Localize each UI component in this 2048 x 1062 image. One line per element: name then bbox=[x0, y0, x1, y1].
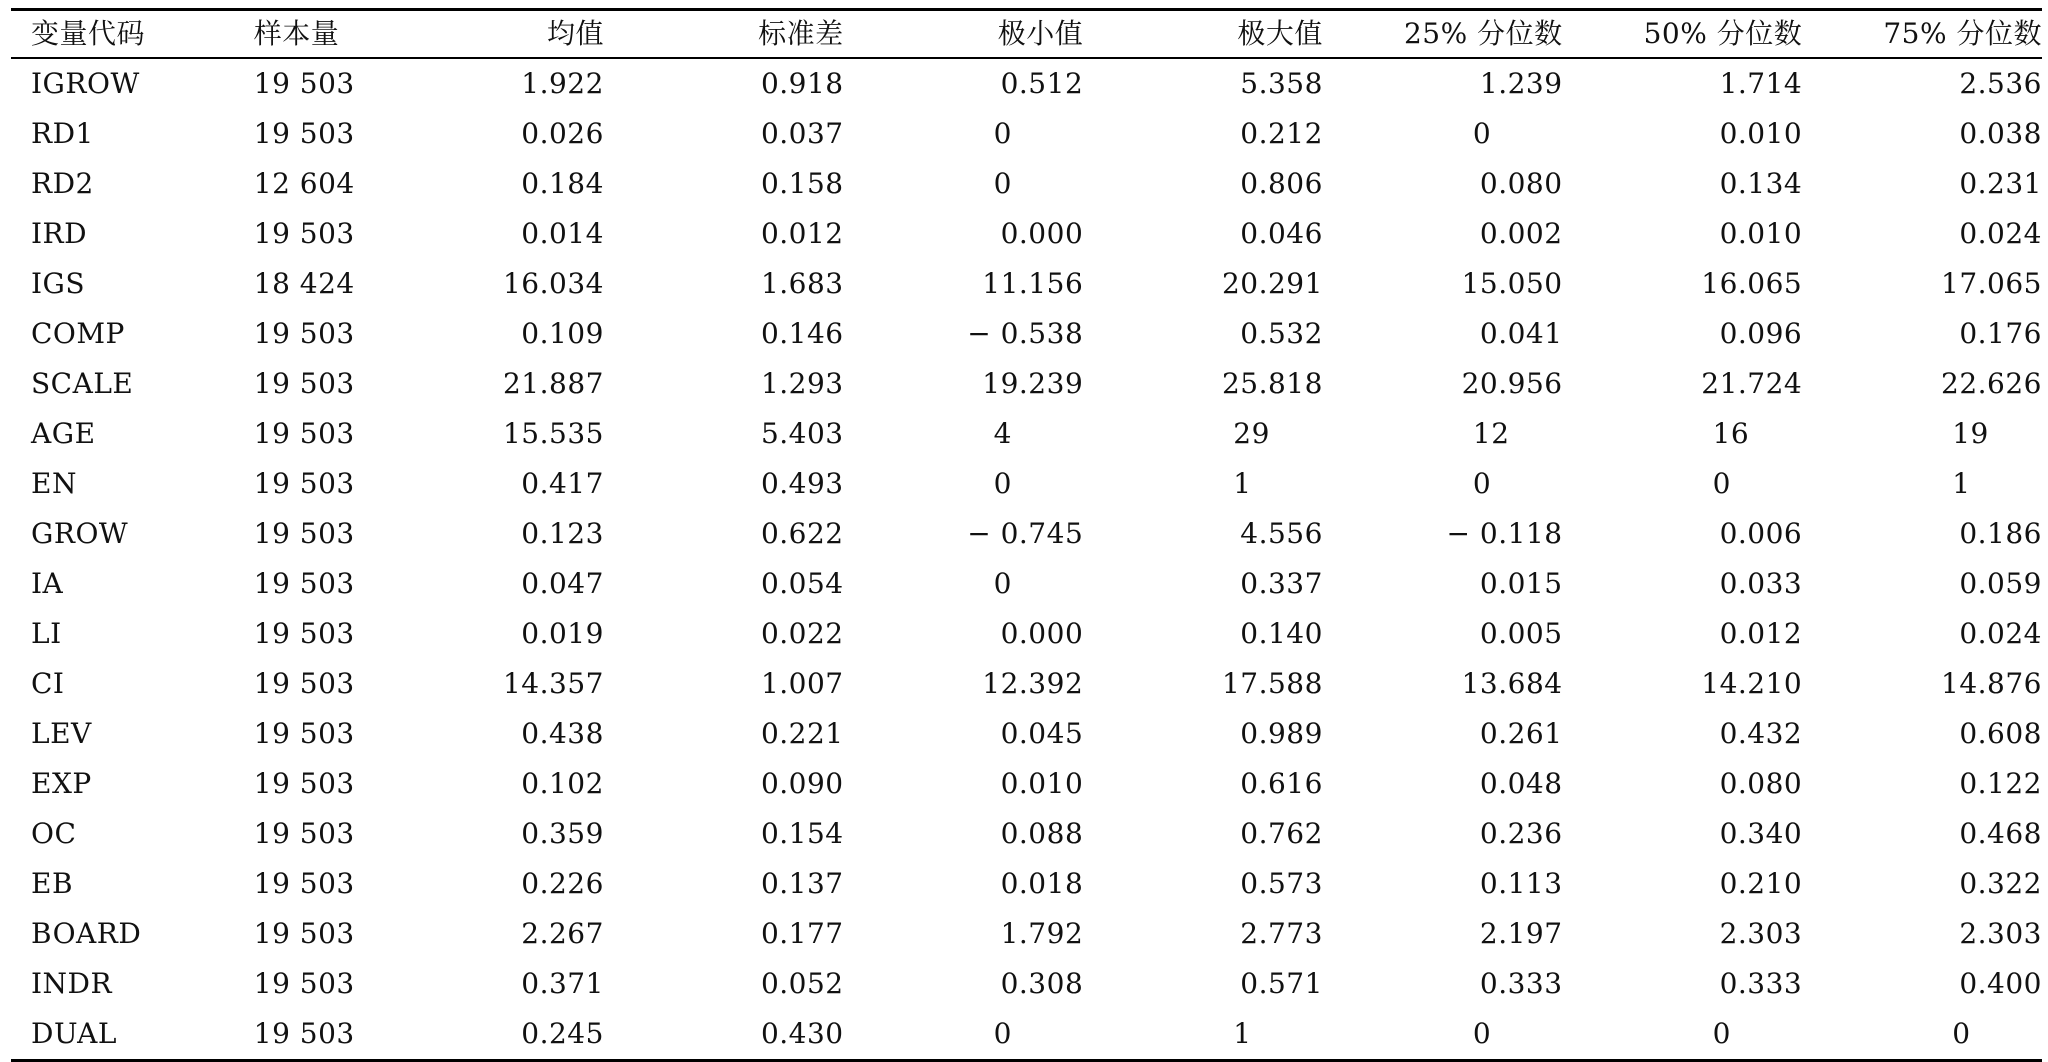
header-mean: 均值 bbox=[546, 17, 604, 50]
variable-code-cell: LEV bbox=[31, 717, 92, 750]
table-row bbox=[11, 709, 2042, 759]
value-cell: 0.010 bbox=[1719, 217, 1803, 250]
value-cell: 14.876 bbox=[1941, 667, 2042, 700]
value-cell: 1.922 bbox=[521, 67, 604, 100]
value-cell: 0.337 bbox=[1240, 567, 1323, 600]
variable-code-cell: IGS bbox=[31, 267, 86, 300]
value-cell: 0.322 bbox=[1959, 867, 2042, 900]
value-cell: 0.012 bbox=[1719, 617, 1803, 650]
header-variable-code: 变量代码 bbox=[31, 17, 146, 50]
value-cell: 16.065 bbox=[1701, 267, 1803, 300]
value-cell: 0.037 bbox=[760, 117, 844, 150]
value-cell: 21.724 bbox=[1701, 367, 1803, 400]
table-row bbox=[11, 659, 2042, 709]
value-cell: 1 bbox=[1233, 467, 1252, 500]
table-header bbox=[11, 10, 2042, 59]
value-cell: 0.006 bbox=[1719, 517, 1803, 550]
variable-code-cell: EN bbox=[31, 467, 77, 500]
sample-size-cell: 19 503 bbox=[253, 217, 355, 250]
value-cell: 0.236 bbox=[1479, 817, 1563, 850]
value-cell: 0.468 bbox=[1959, 817, 2042, 850]
value-cell: 0.177 bbox=[760, 917, 844, 950]
value-cell: 0.359 bbox=[521, 817, 604, 850]
table-row bbox=[11, 359, 2042, 409]
sample-size-cell: 19 503 bbox=[253, 567, 355, 600]
value-cell: 19 bbox=[1952, 417, 1989, 450]
value-cell: 14.357 bbox=[502, 667, 604, 700]
value-cell: 0.210 bbox=[1719, 867, 1803, 900]
value-cell: 0.245 bbox=[521, 1017, 604, 1050]
value-cell: 0.146 bbox=[760, 317, 844, 350]
value-cell: 0.308 bbox=[1000, 967, 1084, 1000]
variable-code-cell: IRD bbox=[31, 217, 88, 250]
value-cell: 0 bbox=[1712, 467, 1731, 500]
value-cell: 0.109 bbox=[521, 317, 604, 350]
value-cell: 1.683 bbox=[760, 267, 844, 300]
value-cell: 0.989 bbox=[1240, 717, 1323, 750]
table-row bbox=[11, 259, 2042, 309]
value-cell: 5.358 bbox=[1240, 67, 1323, 100]
sample-size-cell: 19 503 bbox=[253, 767, 355, 800]
value-cell: 0.512 bbox=[1000, 67, 1084, 100]
value-cell: 15.050 bbox=[1461, 267, 1563, 300]
table-row bbox=[11, 759, 2042, 809]
value-cell: 0.432 bbox=[1719, 717, 1803, 750]
value-cell: 0.046 bbox=[1240, 217, 1323, 250]
variable-code-cell: SCALE bbox=[31, 367, 134, 400]
value-cell: 0.226 bbox=[521, 867, 604, 900]
table-row bbox=[11, 209, 2042, 259]
table-row bbox=[11, 58, 2042, 109]
sample-size-cell: 19 503 bbox=[253, 117, 355, 150]
sample-size-cell: 19 503 bbox=[253, 417, 355, 450]
value-cell: 0 bbox=[993, 1017, 1012, 1050]
variable-code-cell: OC bbox=[31, 817, 77, 850]
value-cell: 0.080 bbox=[1479, 167, 1563, 200]
value-cell: 1.007 bbox=[760, 667, 844, 700]
sample-size-cell: 19 503 bbox=[253, 67, 355, 100]
value-cell: 16 bbox=[1712, 417, 1750, 450]
value-cell: 0.024 bbox=[1959, 617, 2042, 650]
value-cell: 0.014 bbox=[521, 217, 604, 250]
value-cell: 0.622 bbox=[760, 517, 844, 550]
value-cell: 0 bbox=[1472, 117, 1492, 150]
sample-size-cell: 19 503 bbox=[253, 467, 355, 500]
table-row bbox=[11, 459, 2042, 509]
value-cell: 2.773 bbox=[1240, 917, 1323, 950]
value-cell: − 0.745 bbox=[967, 517, 1084, 550]
variable-code-cell: BOARD bbox=[31, 917, 142, 950]
value-cell: 0.417 bbox=[521, 467, 604, 500]
value-cell: 13.684 bbox=[1461, 667, 1563, 700]
value-cell: 0.212 bbox=[1240, 117, 1323, 150]
value-cell: 0.571 bbox=[1240, 967, 1323, 1000]
header-max: 极大值 bbox=[1237, 17, 1323, 50]
sample-size-cell: 19 503 bbox=[253, 367, 355, 400]
sample-size-cell: 19 503 bbox=[253, 517, 355, 550]
value-cell: 2.536 bbox=[1959, 67, 2042, 100]
sample-size-cell: 19 503 bbox=[253, 667, 355, 700]
variable-code-cell: IGROW bbox=[31, 67, 140, 100]
value-cell: 20.291 bbox=[1221, 267, 1323, 300]
variable-code-cell: CI bbox=[31, 667, 65, 700]
value-cell: 22.626 bbox=[1941, 367, 2042, 400]
value-cell: 0.137 bbox=[760, 867, 844, 900]
value-cell: 0.532 bbox=[1240, 317, 1323, 350]
value-cell: 0.019 bbox=[521, 617, 604, 650]
value-cell: 1 bbox=[1952, 467, 1971, 500]
value-cell: 0.918 bbox=[760, 67, 844, 100]
value-cell: 11.156 bbox=[982, 267, 1084, 300]
value-cell: 17.065 bbox=[1941, 267, 2042, 300]
header-sample-size: 样本量 bbox=[253, 17, 340, 50]
value-cell: 0.122 bbox=[1959, 767, 2042, 800]
table-row bbox=[11, 859, 2042, 909]
value-cell: 0.184 bbox=[521, 167, 604, 200]
table-row bbox=[11, 1009, 2042, 1061]
variable-code-cell: RD1 bbox=[31, 117, 94, 150]
variable-code-cell: AGE bbox=[31, 417, 96, 450]
value-cell: 0.096 bbox=[1719, 317, 1803, 350]
value-cell: 0.024 bbox=[1959, 217, 2042, 250]
value-cell: 15.535 bbox=[502, 417, 604, 450]
value-cell: 0.010 bbox=[1000, 767, 1084, 800]
value-cell: 5.403 bbox=[760, 417, 844, 450]
value-cell: 1.293 bbox=[760, 367, 844, 400]
value-cell: 0.371 bbox=[521, 967, 604, 1000]
value-cell: 0.018 bbox=[1000, 867, 1084, 900]
descriptive-statistics-table bbox=[11, 8, 2042, 1062]
header-p50: 50% 分位数 bbox=[1643, 17, 1803, 50]
sample-size-cell: 19 503 bbox=[253, 717, 355, 750]
value-cell: 0.000 bbox=[1000, 617, 1084, 650]
header-p75: 75% 分位数 bbox=[1883, 17, 2042, 50]
value-cell: 0.221 bbox=[760, 717, 844, 750]
value-cell: 0.041 bbox=[1479, 317, 1563, 350]
value-cell: 0.573 bbox=[1240, 867, 1323, 900]
value-cell: 25.818 bbox=[1221, 367, 1323, 400]
value-cell: 4.556 bbox=[1240, 517, 1323, 550]
value-cell: 0.038 bbox=[1959, 117, 2042, 150]
sample-size-cell: 19 503 bbox=[253, 867, 355, 900]
value-cell: 20.956 bbox=[1461, 367, 1563, 400]
value-cell: 0.333 bbox=[1719, 967, 1803, 1000]
value-cell: 12.392 bbox=[982, 667, 1084, 700]
value-cell: 14.210 bbox=[1701, 667, 1803, 700]
value-cell: 0.059 bbox=[1959, 567, 2042, 600]
value-cell: 0.762 bbox=[1240, 817, 1323, 850]
value-cell: 0.231 bbox=[1959, 167, 2042, 200]
descriptive-statistics-table-container bbox=[11, 8, 2042, 1062]
value-cell: − 0.538 bbox=[967, 317, 1084, 350]
value-cell: 17.588 bbox=[1221, 667, 1323, 700]
value-cell: 0.054 bbox=[760, 567, 844, 600]
value-cell: 19.239 bbox=[982, 367, 1084, 400]
sample-size-cell: 19 503 bbox=[253, 917, 355, 950]
value-cell: 21.887 bbox=[502, 367, 604, 400]
header-row bbox=[11, 10, 2042, 59]
value-cell: 0.608 bbox=[1959, 717, 2042, 750]
value-cell: 0.088 bbox=[1000, 817, 1084, 850]
value-cell: 2.267 bbox=[521, 917, 604, 950]
value-cell: − 0.118 bbox=[1446, 517, 1563, 550]
value-cell: 1 bbox=[1233, 1017, 1252, 1050]
sample-size-cell: 19 503 bbox=[253, 617, 355, 650]
sample-size-cell: 19 503 bbox=[253, 317, 355, 350]
value-cell: 0.113 bbox=[1479, 867, 1563, 900]
value-cell: 1.239 bbox=[1479, 67, 1563, 100]
value-cell: 0.045 bbox=[1000, 717, 1084, 750]
table-row bbox=[11, 609, 2042, 659]
value-cell: 0 bbox=[993, 567, 1012, 600]
table-row bbox=[11, 559, 2042, 609]
value-cell: 0.154 bbox=[760, 817, 844, 850]
value-cell: 1.714 bbox=[1719, 67, 1803, 100]
value-cell: 0.000 bbox=[1000, 217, 1084, 250]
table-row bbox=[11, 159, 2042, 209]
value-cell: 0.048 bbox=[1479, 767, 1563, 800]
value-cell: 2.197 bbox=[1479, 917, 1563, 950]
sample-size-cell: 19 503 bbox=[253, 817, 355, 850]
value-cell: 0.616 bbox=[1240, 767, 1323, 800]
value-cell: 16.034 bbox=[502, 267, 604, 300]
value-cell: 0.140 bbox=[1240, 617, 1323, 650]
value-cell: 0.158 bbox=[760, 167, 844, 200]
table-body bbox=[11, 58, 2042, 1061]
sample-size-cell: 12 604 bbox=[253, 167, 355, 200]
value-cell: 0 bbox=[993, 117, 1012, 150]
value-cell: 0.002 bbox=[1479, 217, 1563, 250]
value-cell: 0.400 bbox=[1959, 967, 2042, 1000]
value-cell: 0.438 bbox=[521, 717, 604, 750]
sample-size-cell: 18 424 bbox=[253, 267, 355, 300]
value-cell: 0.430 bbox=[760, 1017, 844, 1050]
value-cell: 0.333 bbox=[1479, 967, 1563, 1000]
value-cell: 0.033 bbox=[1719, 567, 1803, 600]
value-cell: 4 bbox=[993, 417, 1012, 450]
variable-code-cell: EXP bbox=[31, 767, 92, 800]
value-cell: 0 bbox=[1712, 1017, 1731, 1050]
variable-code-cell: DUAL bbox=[31, 1017, 117, 1050]
variable-code-cell: COMP bbox=[31, 317, 125, 350]
value-cell: 0.090 bbox=[760, 767, 844, 800]
value-cell: 0.134 bbox=[1719, 167, 1803, 200]
value-cell: 12 bbox=[1472, 417, 1510, 450]
table-row bbox=[11, 109, 2042, 159]
header-p25: 25% 分位数 bbox=[1403, 17, 1563, 50]
value-cell: 0 bbox=[993, 167, 1012, 200]
value-cell: 2.303 bbox=[1719, 917, 1803, 950]
value-cell: 0.806 bbox=[1240, 167, 1323, 200]
value-cell: 0.052 bbox=[760, 967, 844, 1000]
value-cell: 0.493 bbox=[760, 467, 844, 500]
value-cell: 0.123 bbox=[521, 517, 604, 550]
value-cell: 0.176 bbox=[1959, 317, 2042, 350]
table-row bbox=[11, 509, 2042, 559]
value-cell: 2.303 bbox=[1959, 917, 2042, 950]
table-row bbox=[11, 309, 2042, 359]
value-cell: 0.005 bbox=[1479, 617, 1563, 650]
value-cell: 0.261 bbox=[1479, 717, 1563, 750]
variable-code-cell: IA bbox=[31, 567, 64, 600]
value-cell: 0.102 bbox=[521, 767, 604, 800]
value-cell: 0.047 bbox=[521, 567, 604, 600]
sample-size-cell: 19 503 bbox=[253, 1017, 355, 1050]
variable-code-cell: EB bbox=[31, 867, 74, 900]
variable-code-cell: INDR bbox=[31, 967, 113, 1000]
value-cell: 0 bbox=[993, 467, 1012, 500]
value-cell: 0 bbox=[1472, 467, 1492, 500]
value-cell: 29 bbox=[1233, 417, 1270, 450]
table-row bbox=[11, 909, 2042, 959]
value-cell: 0.010 bbox=[1719, 117, 1803, 150]
value-cell: 0.026 bbox=[521, 117, 604, 150]
value-cell: 0 bbox=[1952, 1017, 1971, 1050]
value-cell: 0.186 bbox=[1959, 517, 2042, 550]
variable-code-cell: RD2 bbox=[31, 167, 94, 200]
header-min: 极小值 bbox=[997, 17, 1084, 50]
value-cell: 0.012 bbox=[760, 217, 844, 250]
value-cell: 0 bbox=[1472, 1017, 1492, 1050]
value-cell: 0.015 bbox=[1479, 567, 1563, 600]
value-cell: 1.792 bbox=[1000, 917, 1084, 950]
variable-code-cell: GROW bbox=[31, 517, 129, 550]
table-row bbox=[11, 809, 2042, 859]
value-cell: 0.340 bbox=[1719, 817, 1803, 850]
table-row bbox=[11, 409, 2042, 459]
variable-code-cell: LI bbox=[31, 617, 62, 650]
value-cell: 0.080 bbox=[1719, 767, 1803, 800]
header-std-dev: 标准差 bbox=[758, 17, 844, 50]
value-cell: 0.022 bbox=[760, 617, 844, 650]
table-row bbox=[11, 959, 2042, 1009]
sample-size-cell: 19 503 bbox=[253, 967, 355, 1000]
